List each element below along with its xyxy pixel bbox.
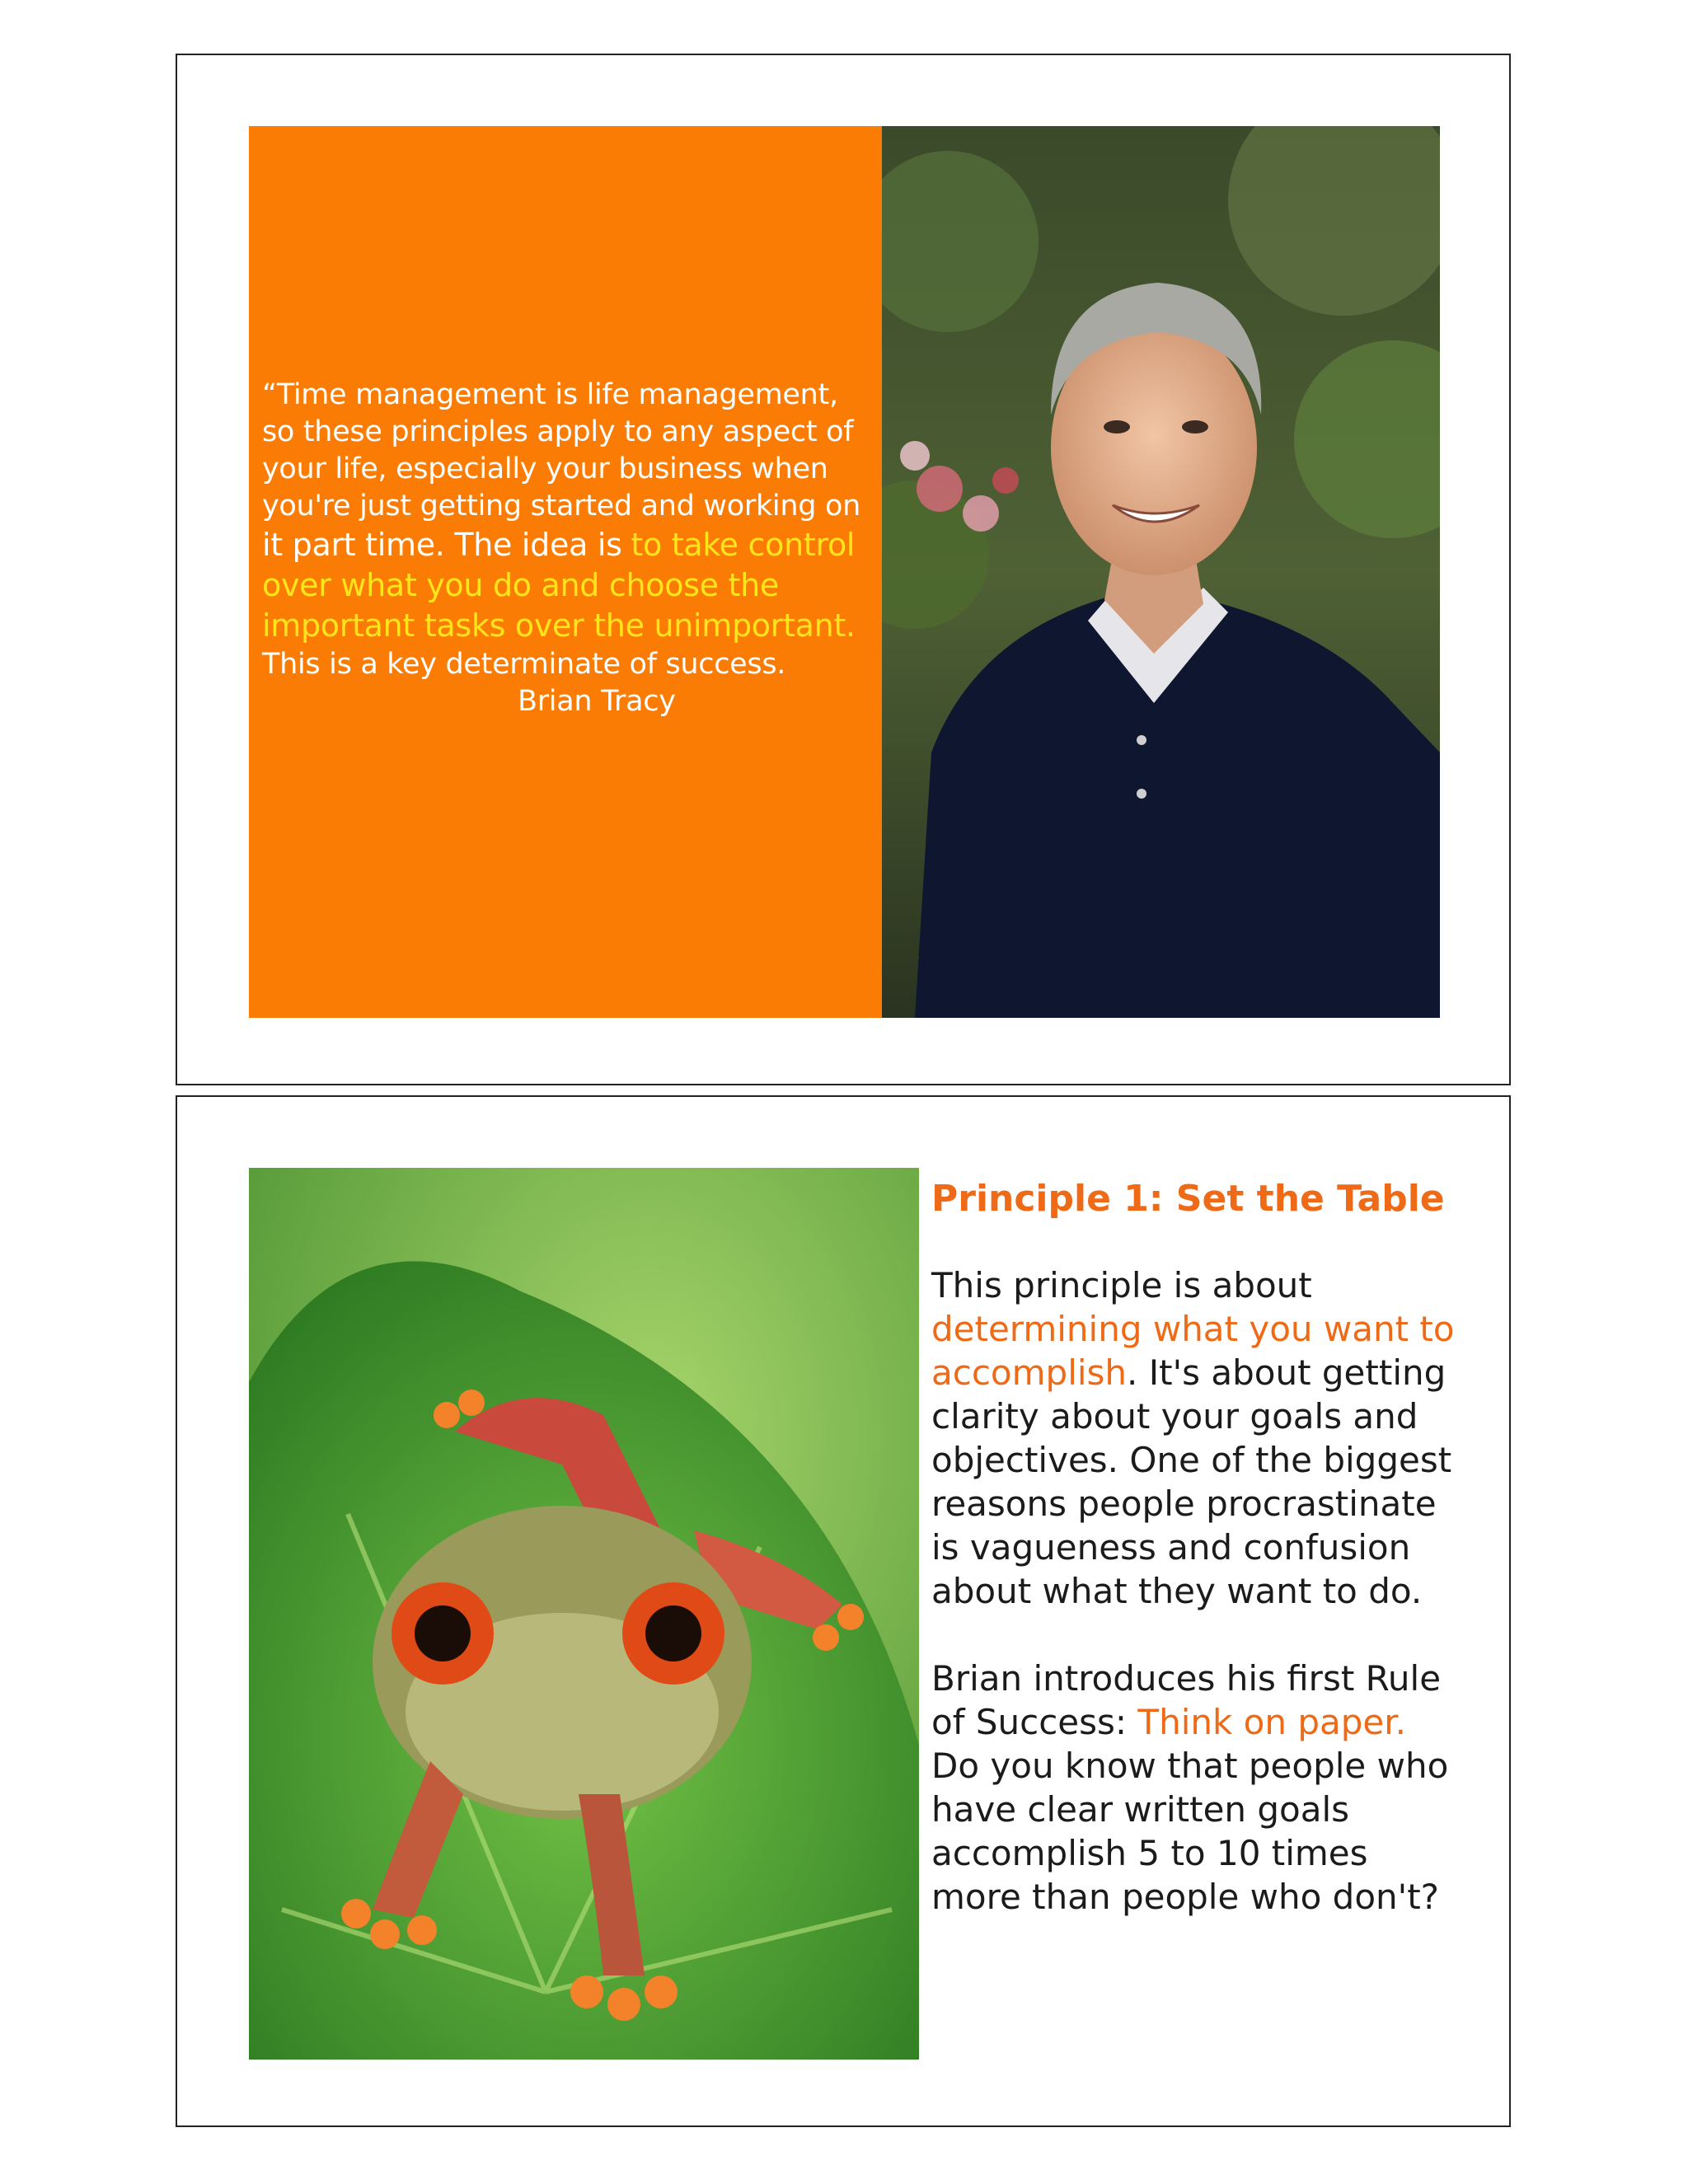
principle-title: Principle 1: Set the Table — [931, 1178, 1445, 1220]
slide-quote — [176, 54, 1511, 1085]
para2-start: Brian introduces his first Rule of Success: — [931, 1658, 1442, 1742]
principle-paragraph-1 — [931, 1263, 1459, 1613]
principle-paragraph-2 — [931, 1657, 1459, 1919]
para2-end: Do you know that people who have clear written goals accomplish 5 to 10 times more than people who don't? — [931, 1746, 1449, 1917]
para1-start: This principle is about — [931, 1265, 1312, 1305]
quote-part3: This is a key determinate of success. — [262, 648, 786, 681]
quote-part1: “Time management is life management, so these principles apply to any aspect of your life, especially your business when you're just getting started and working on — [262, 378, 860, 523]
slide-principle-1 — [176, 1095, 1511, 2127]
quote-highlight: to take control over what you do and choose the important tasks over the unimportant. — [262, 527, 856, 644]
principle-text-block — [931, 1176, 1459, 1962]
para1-end: . It's about getting clarity about your goals and objectives. One of the biggest reasons people procrastinate is vagueness and confusion about what they want to do. — [931, 1352, 1452, 1611]
portrait-photo — [882, 126, 1440, 1018]
quote-panel — [249, 126, 882, 1018]
para2-highlight: Think on paper. — [1137, 1702, 1406, 1742]
quote-text — [262, 377, 872, 720]
frog-photo — [249, 1168, 919, 2060]
para1-highlight: determining what you want to accomplish — [931, 1309, 1455, 1393]
quote-author: Brian Tracy — [518, 685, 676, 718]
quote-part2: it part time. The idea is — [262, 527, 622, 563]
